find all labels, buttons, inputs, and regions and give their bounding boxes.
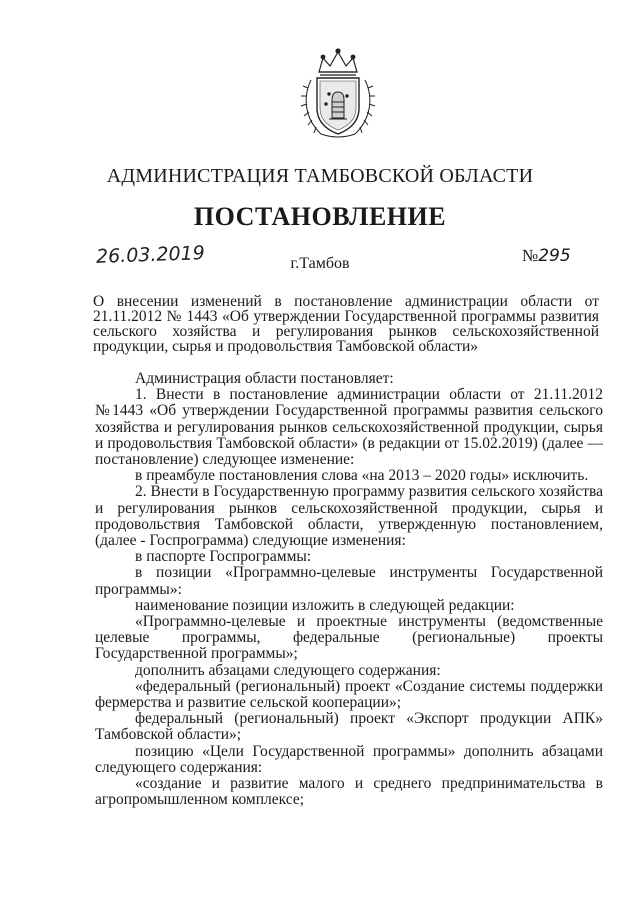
document-type-title: ПОСТАНОВЛЕНИЕ <box>193 202 447 231</box>
body-paragraph: наименование позиции изложить в следующей редакции: <box>135 596 515 614</box>
organization-heading: АДМИНИСТРАЦИЯ ТАМБОВСКОЙ ОБЛАСТИ <box>106 165 534 187</box>
number-value: 295 <box>538 246 571 266</box>
body-paragraph: в позиции «Программно-целевые инструменты Государственной программы»: <box>95 564 603 598</box>
body-paragraph: федеральный (региональный) проект «Экспорт продукции АПК» Тамбовской области»; <box>95 710 603 744</box>
document-number <box>522 246 571 266</box>
body-paragraph: позицию «Цели Государственной программы» дополнить абзацами следующего содержания: <box>95 742 603 776</box>
document-subject: О внесении изменений в постановление администрации области от 21.11.2012 № 1443 «Об утверждении Государственной программы развития сельского хозяйства и регулирования рынков сельскохозяйственной продукции, сырья и продовольствия Тамбовской области» <box>93 293 599 355</box>
document-date: 26.03.2019 <box>95 242 206 268</box>
body-paragraph: в паспорте Госпрограммы: <box>135 548 312 566</box>
body-paragraph: «федеральный (региональный) проект «Создание системы поддержки фермерства и развитие сельской кооперации»; <box>95 677 603 712</box>
document-city: г.Тамбов <box>290 255 350 272</box>
document-body <box>95 371 603 808</box>
coat-of-arms-emblem <box>299 46 377 142</box>
body-paragraph: 2. Внести в Государственную программу развития сельского хозяйства и регулирования рынков сельскохозяйственной продукции, сырья и продовольствия Тамбовской области, утвержденную постановлением, (далее - Госпрограмма) следующие изменения: <box>95 483 603 550</box>
body-paragraph: в преамбуле постановления слова «на 2013 – 2020 годы» исключить. <box>135 467 589 485</box>
body-paragraph: 1. Внести в постановление администрации области от 21.11.2012 №1443 «Об утверждении Государственной программы развития сельского хозяйства и регулирования рынков сельскохозяйственной продукции, сырья и продовольствия Тамбовской области» (в редакции от 15.02.2019) (далее — постановление) следующее изменение: <box>95 386 603 469</box>
body-paragraph: «создание и развитие малого и среднего предпринимательства в агропромышленном комплексе; <box>95 775 603 809</box>
number-sign: № <box>522 246 539 265</box>
body-paragraph: дополнить абзацами следующего содержания: <box>135 661 441 679</box>
body-paragraph: «Программно-целевые и проектные инструменты (ведомственные целевые программы, федеральные (региональные) проекты Государственной программы»; <box>95 613 603 663</box>
body-paragraph: Администрация области постановляет: <box>135 370 394 387</box>
